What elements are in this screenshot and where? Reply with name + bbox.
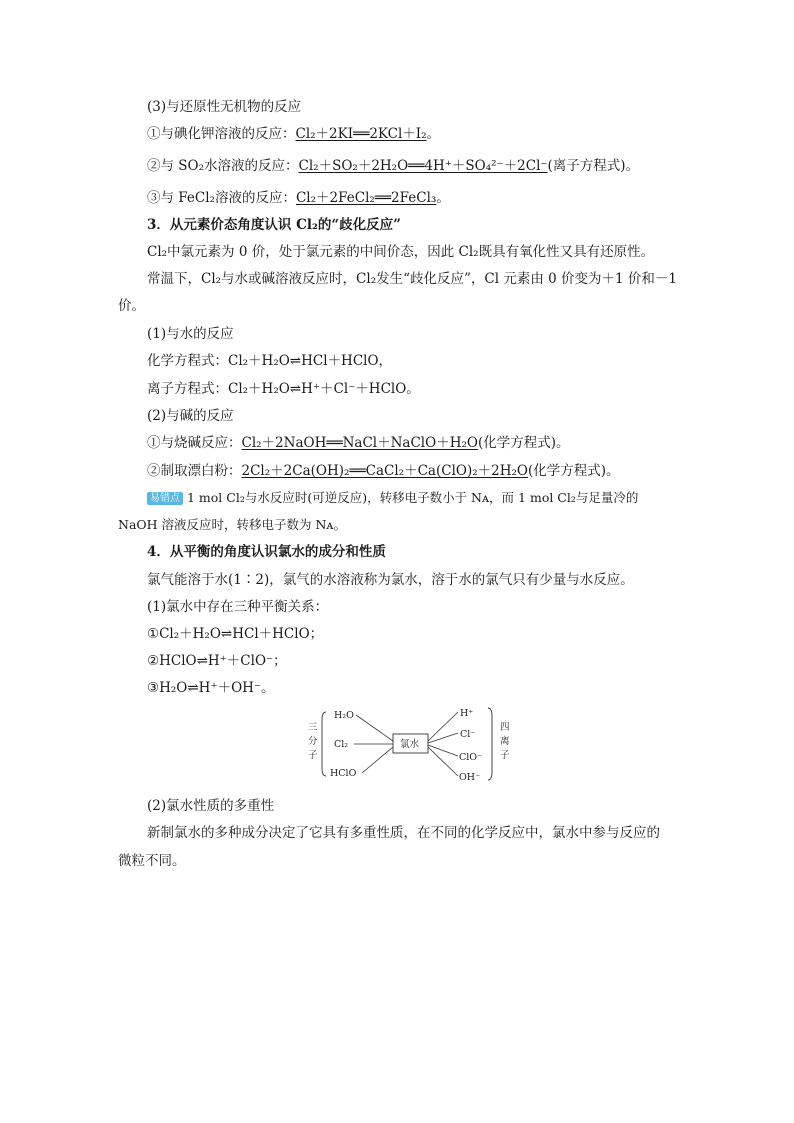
- left-label-char: 三: [308, 722, 318, 733]
- reaction-naoh-label: ①与烧碱反应：: [147, 435, 242, 451]
- left-bracket: [322, 712, 326, 776]
- connector-line: [428, 712, 458, 741]
- caution-badge: 易错点: [147, 492, 183, 505]
- equilibrium-3: ③H₂O⇌H⁺＋OH⁻。: [147, 680, 275, 696]
- subsection-properties: (2)氯水性质的多重性: [147, 798, 275, 814]
- reaction-fecl2-equation: Cl₂＋2FeCl₂══2FeCl₃: [295, 190, 437, 206]
- ion-label: Cl⁻: [460, 729, 476, 740]
- reaction-so2-label: ②与 SO₂水溶液的反应：: [147, 158, 299, 174]
- reaction-bleach-equation: 2Cl₂＋2Ca(OH)₂══CaCl₂＋Ca(ClO)₂＋2H₂O: [241, 463, 528, 479]
- ion-label: ClO⁻: [459, 752, 483, 763]
- subsection-water: (1)与水的反应: [147, 326, 234, 342]
- ion-label: OH⁻: [459, 772, 481, 783]
- molecule-label: Cl₂: [334, 739, 349, 750]
- connector-line: [362, 747, 393, 773]
- right-label-char: 四: [500, 722, 510, 733]
- paragraph-valence: Cl₂中氯元素为 0 价，处于氯元素的中间价态，因此 Cl₂既具有氧化性又具有还原性。: [147, 244, 655, 260]
- center-label: 氯水: [400, 739, 420, 750]
- paragraph-chlorine-water: 氯气能溶于水(1∶2)，氯气的水溶液称为氯水，溶于水的氯气只有少量与水反应。: [147, 572, 634, 588]
- equilibrium-2: ②HClO⇌H⁺＋ClO⁻；: [147, 653, 287, 669]
- reaction-bleach-label: ②制取漂白粉：: [147, 463, 242, 479]
- connector-line: [356, 715, 393, 741]
- reaction-ki: [147, 125, 440, 143]
- section-heading-4: 4．从平衡的角度认识氯水的成分和性质: [147, 544, 386, 560]
- left-label-char: 子: [308, 750, 318, 761]
- chlorine-water-composition-diagram: [300, 700, 540, 788]
- subsection-heading-3: (3)与还原性无机物的反应: [147, 99, 302, 115]
- left-label-char: 分: [308, 736, 318, 747]
- paragraph-properties-cont: 微粒不同。: [118, 853, 186, 869]
- caution-note-cont: NaOH 溶液反应时，转移电子数为 Nᴀ。: [118, 517, 346, 532]
- connector-line: [428, 745, 458, 756]
- reaction-bleach-end: (化学方程式)。: [527, 463, 620, 479]
- right-bracket: [488, 708, 492, 780]
- reaction-fecl2: [147, 189, 450, 207]
- reaction-so2: [147, 157, 639, 175]
- water-ionic-equation: 离子方程式：Cl₂＋H₂O⇌H⁺＋Cl⁻＋HClO。: [147, 381, 420, 397]
- paragraph-disproportion-cont: 价。: [118, 298, 145, 314]
- reaction-so2-end: (离子方程式)。: [547, 158, 640, 174]
- reaction-fecl2-label: ③与 FeCl₂溶液的反应：: [147, 190, 296, 206]
- right-label-char: 离: [500, 736, 510, 747]
- reaction-naoh-end: (化学方程式)。: [477, 435, 570, 451]
- reaction-so2-equation: Cl₂＋SO₂＋2H₂O══4H⁺＋SO₄²⁻＋2Cl⁻: [298, 158, 548, 174]
- equilibrium-1: ①Cl₂＋H₂O⇌HCl＋HClO；: [147, 626, 324, 642]
- paragraph-properties: 新制氯水的多种成分决定了它具有多重性质，在不同的化学反应中，氯水中参与反应的: [147, 825, 660, 841]
- molecule-label: H₂O: [334, 710, 354, 721]
- right-label-char: 子: [500, 750, 510, 761]
- molecule-label: HClO: [330, 768, 357, 779]
- section-heading-3: 3．从元素价态角度认识 Cl₂的“歧化反应”: [147, 217, 401, 233]
- caution-note: [147, 489, 638, 507]
- caution-note-text: 1 mol Cl₂与水反应时(可逆反应)，转移电子数小于 Nᴀ，而 1 mol Cl₂与足量冷的: [186, 490, 639, 505]
- connector-line: [428, 733, 458, 743]
- subsection-equilibria: (1)氯水中存在三种平衡关系：: [147, 599, 329, 615]
- reaction-ki-equation: Cl₂＋2KI══2KCl＋I₂: [295, 126, 427, 142]
- paragraph-disproportion: 常温下，Cl₂与水或碱溶液反应时，Cl₂发生“歧化反应”，Cl 元素由 0 价变为＋1 价和－1: [147, 271, 677, 287]
- ion-label: H⁺: [460, 708, 474, 719]
- reaction-fecl2-end: 。: [436, 190, 450, 206]
- water-chemical-equation: 化学方程式：Cl₂＋H₂O⇌HCl＋HClO，: [147, 353, 393, 369]
- connector-line: [428, 747, 458, 776]
- subsection-base: (2)与碱的反应: [147, 408, 234, 424]
- reaction-bleach: [147, 462, 620, 480]
- reaction-ki-label: ①与碘化钾溶液的反应：: [147, 126, 296, 142]
- reaction-naoh: [147, 434, 570, 452]
- reaction-ki-end: 。: [426, 126, 441, 142]
- reaction-naoh-equation: Cl₂＋2NaOH══NaCl＋NaClO＋H₂O: [241, 435, 478, 451]
